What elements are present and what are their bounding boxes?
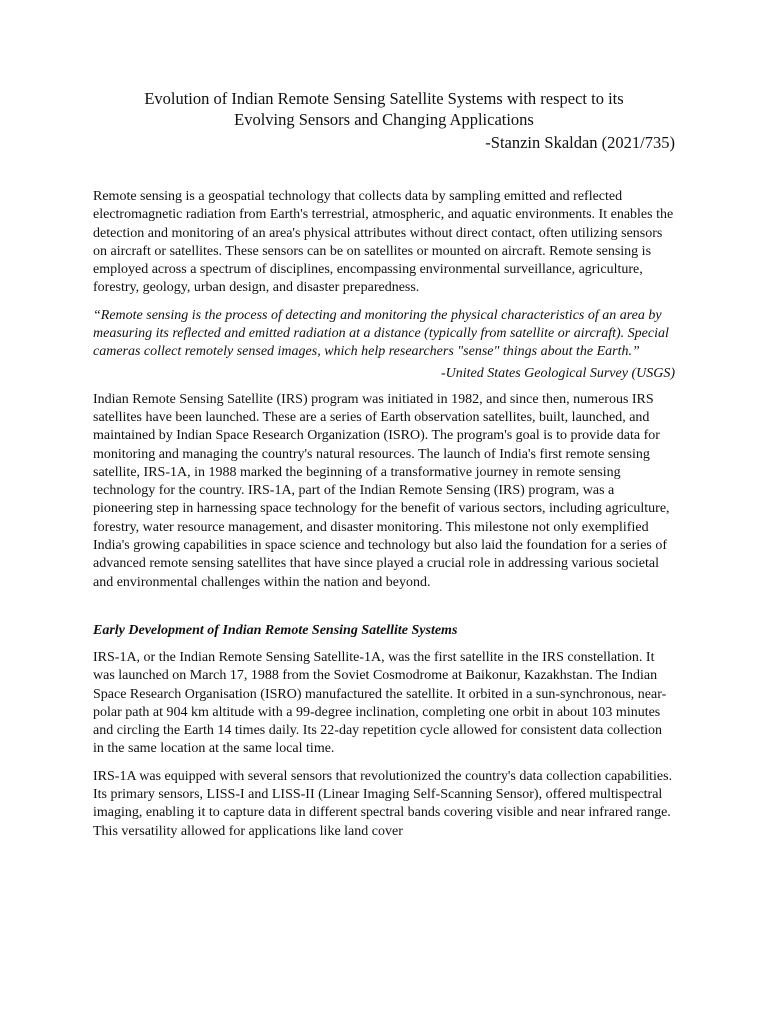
author-line: -Stanzin Skaldan (2021/735) bbox=[485, 133, 675, 152]
intro-paragraph: Remote sensing is a geospatial technology that collects data by sampling emitted and reflected electromagnetic radiation from Earth's terrestrial, atmospheric, and aquatic environments. It enables the detection and monitoring of an area's physical attributes without direct contact, often utilizing sensors on aircraft or satellites. These sensors can be on satellites or mounted on aircraft. Remote sensing is employed across a spectrum of disciplines, encompassing environmental surveillance, agriculture, forestry, geology, urban design, and disaster preparedness. bbox=[93, 189, 674, 296]
document-title bbox=[93, 88, 675, 130]
irs-1a-sensors-paragraph: IRS-1A was equipped with several sensors that revolutionized the country's data collection capabilities. Its primary sensors, LISS-I and LISS-II (Linear Imaging Self-Scanning Sensor), offered multispectral imaging, enabling it to capture data in different spectral bands covering visible and near infrared range. This versatility allowed for applications like land cover bbox=[93, 768, 673, 839]
title-line-1: Evolution of Indian Remote Sensing Satellite Systems with respect to its bbox=[144, 89, 624, 108]
title-line-2: Evolving Sensors and Changing Applications bbox=[234, 110, 534, 129]
irs-1a-paragraph: IRS-1A, or the Indian Remote Sensing Satellite-1A, was the first satellite in the IRS constellation. It was launched on March 17, 1988 from the Soviet Cosmodrome at Baikonur, Kazakhstan. The Indian Space Research Organisation (ISRO) manufactured the satellite. It orbited in a sun-synchronous, near-polar path at 904 km altitude with a 99-degree inclination, completing one orbit in about 103 minutes and circling the Earth 14 times daily. Its 22-day repetition cycle allowed for consistent data collection in the same location at the same local time. bbox=[93, 649, 667, 757]
usgs-quote: “Remote sensing is the process of detecting and monitoring the physical characteristics of an area by measuring its reflected and emitted radiation at a distance (typically from satellite or aircraft). Special cameras collect remotely sensed images, which help researchers "sense" things about the Earth.” bbox=[93, 307, 669, 360]
quote-source: -United States Geological Survey (USGS) bbox=[440, 365, 675, 381]
irs-program-paragraph: Indian Remote Sensing Satellite (IRS) program was initiated in 1982, and since then, numerous IRS satellites have been launched. These are a series of Earth observation satellites, built, launched, and maintained by Indian Space Research Organization (ISRO). The program's goal is to provide data for monitoring and managing the country's natural resources. The launch of India's first remote sensing satellite, IRS-1A, in 1988 marked the beginning of a transformative journey in remote sensing technology for the country. IRS-1A, part of the Indian Remote Sensing (IRS) program, was a pioneering step in harnessing space technology for the benefit of various sectors, including agriculture, forestry, water resource management, and disaster monitoring. This milestone not only exemplified India's growing capabilities in space science and technology but also laid the foundation for a series of advanced remote sensing satellites that have since played a crucial role in addressing various societal and environmental challenges within the nation and beyond. bbox=[93, 391, 670, 590]
document-page bbox=[93, 88, 675, 841]
section-heading: Early Development of Indian Remote Sensing Satellite Systems bbox=[93, 622, 458, 638]
